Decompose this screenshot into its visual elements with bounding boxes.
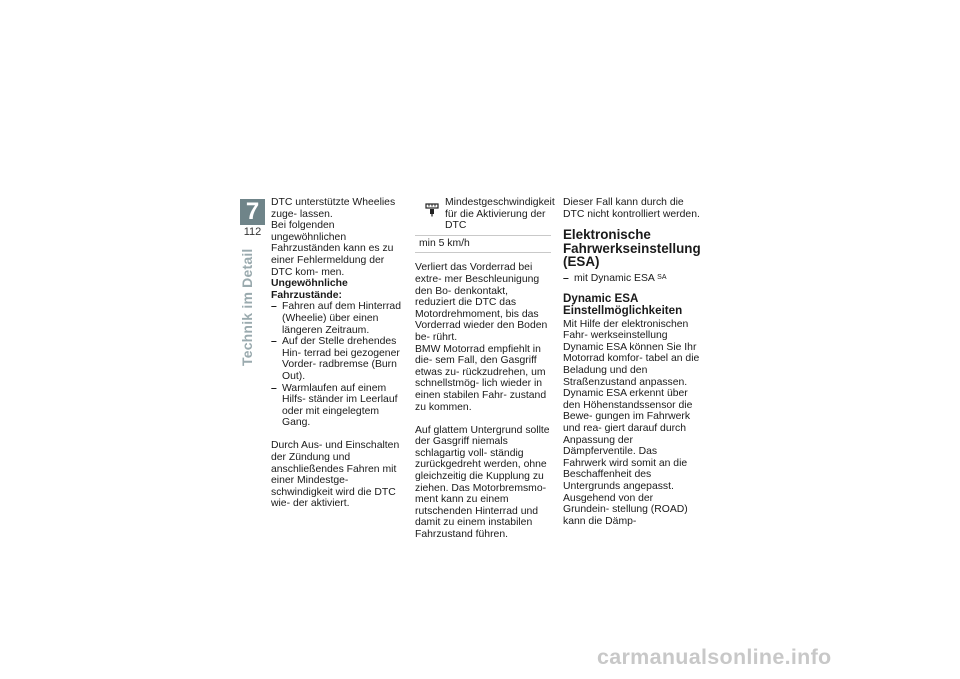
spec-table: [415, 197, 555, 253]
text-column-1: [271, 197, 406, 510]
intro-text: DTC unterstützte Wheelies zuge- lassen.: [271, 197, 396, 220]
option-superscript: SA: [657, 274, 667, 282]
spec-value: min 5 km/h: [419, 237, 470, 249]
paragraph: BMW Motorrad empfiehlt in die- sem Fall, den Gasgriff etwas zu- rückzudrehen, um schnellstmög- lich wieder in einen stabilen Fahr- zustand zu kommen.: [415, 343, 547, 413]
spec-label: Mindestgeschwindigkeit für die Aktivierung der DTC: [445, 197, 555, 232]
paragraph: Mit Hilfe der elektronischen Fahr- werkseinstellung Dynamic ESA können Sie Ihr Motorrad komfor- tabel an die Beladung und den Straßenzustand anpassen.: [563, 318, 700, 388]
paragraph: Bei folgenden ungewöhnlichen Fahrzuständen kann es zu einer Fehlermeldung der DTC kom- men.: [271, 220, 394, 278]
paragraph: Dynamic ESA erkennt über den Höhenstandssensor die Bewe- gungen im Fahrwerk und rea- giert darauf durch Anpassung der Dämpferventile. Das Fahrwerk wird somit an die Beschaffenheit des Untergrunds angepasst.: [563, 388, 693, 492]
paragraph: Durch Aus- und Einschalten der Zündung und anschließendes Fahren mit einer Mindestge- schwindigkeit wird die DTC wie- der aktiviert.: [271, 440, 400, 510]
text-column-3: [563, 197, 700, 527]
list-heading: Ungewöhnliche Fahrzustände:: [271, 278, 348, 301]
list-item: – Fahren auf dem Hinterrad (Wheelie) über einen längeren Zeitraum.: [271, 301, 406, 336]
option-item: [563, 273, 700, 285]
chapter-title: Technik im Detail: [239, 248, 255, 366]
list-item: – Auf der Stelle drehendes Hin- terrad bei gezogener Vorder- radbremse (Burn Out).: [271, 336, 406, 382]
unusual-states-list: [271, 301, 406, 429]
paragraph: Dieser Fall kann durch die DTC nicht kontrolliert werden.: [563, 197, 700, 220]
subsection-title: Dynamic ESA Einstellmöglichkeiten: [563, 292, 683, 317]
section-title: Elektronische Fahrwerkseinstellung (ESA): [563, 227, 701, 269]
measurement-icon: [425, 203, 439, 217]
paragraph: Ausgehend von der Grundein- stellung (ROAD) kann die Dämp-: [563, 492, 688, 527]
page-number: 112: [243, 226, 262, 238]
paragraph: Verliert das Vorderrad bei extre- mer Beschleunigung den Bo- denkontakt, reduziert die DTC das Motordrehmoment, bis das Vorderrad wieder den Boden be- rührt.: [415, 262, 548, 343]
watermark: carmanualsonline.info: [597, 645, 832, 669]
list-item: – Warmlaufen auf einem Hilfs- ständer im Leerlauf oder mit eingelegtem Gang.: [271, 383, 406, 429]
option-list: [563, 273, 700, 285]
option-text: mit Dynamic ESA: [574, 273, 655, 285]
chapter-number-badge: 7: [240, 199, 265, 225]
spec-table-header: [415, 197, 555, 236]
text-column-2: [415, 197, 555, 541]
paragraph: Auf glattem Untergrund sollte der Gasgriff niemals schlagartig voll- ständig zurückgedreht werden, ohne gleichzeitig die Kupplung zu ziehen. Das Motorbremsmo- ment kann zu einem rutschenden Hinterrad und damit zu einem instabilen Fahrzustand führen.: [415, 424, 550, 541]
